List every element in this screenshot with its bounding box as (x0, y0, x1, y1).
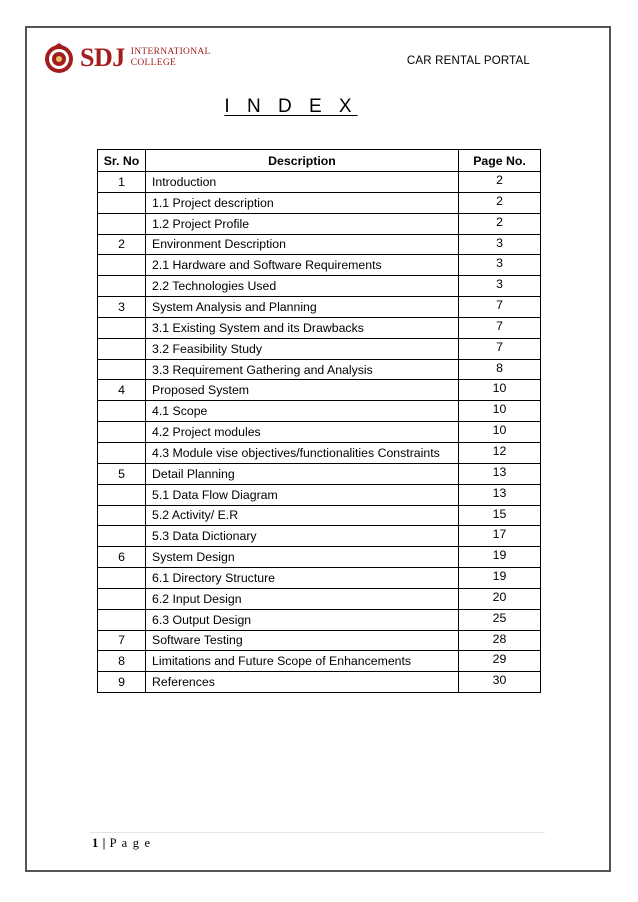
row-description: Limitations and Future Scope of Enhancements (146, 651, 459, 672)
row-page-no: 7 (459, 317, 541, 338)
table-row (98, 359, 541, 380)
table-row (98, 192, 541, 213)
row-sr-no: 6 (98, 547, 146, 568)
college-logo (42, 40, 211, 76)
row-description: 1.1 Project description (146, 192, 459, 213)
row-sr-no: 3 (98, 297, 146, 318)
row-description: 2.2 Technologies Used (146, 276, 459, 297)
row-page-no: 20 (459, 588, 541, 609)
row-sr-no (98, 192, 146, 213)
row-page-no: 28 (459, 630, 541, 651)
row-description: 3.3 Requirement Gathering and Analysis (146, 359, 459, 380)
row-page-no: 3 (459, 234, 541, 255)
table-row (98, 630, 541, 651)
row-description: Introduction (146, 172, 459, 193)
row-description: 6.3 Output Design (146, 609, 459, 630)
row-page-no: 13 (459, 484, 541, 505)
row-page-no: 12 (459, 442, 541, 463)
row-page-no: 29 (459, 651, 541, 672)
row-sr-no (98, 588, 146, 609)
row-sr-no: 8 (98, 651, 146, 672)
row-sr-no (98, 609, 146, 630)
row-page-no: 19 (459, 547, 541, 568)
row-sr-no (98, 359, 146, 380)
table-row (98, 568, 541, 589)
row-page-no: 30 (459, 672, 541, 693)
row-sr-no (98, 276, 146, 297)
table-row (98, 234, 541, 255)
index-title: I N D E X (224, 96, 358, 117)
table-row (98, 255, 541, 276)
row-sr-no (98, 505, 146, 526)
row-page-no: 2 (459, 172, 541, 193)
row-sr-no: 5 (98, 463, 146, 484)
table-row (98, 422, 541, 443)
logo-line-2: COLLEGE (130, 58, 177, 68)
row-description: 4.1 Scope (146, 401, 459, 422)
table-row (98, 297, 541, 318)
table-row (98, 463, 541, 484)
table-row (98, 213, 541, 234)
table-row (98, 380, 541, 401)
row-page-no: 7 (459, 338, 541, 359)
row-sr-no (98, 442, 146, 463)
header-description: Description (146, 150, 459, 172)
table-row (98, 609, 541, 630)
row-page-no: 19 (459, 568, 541, 589)
row-page-no: 10 (459, 401, 541, 422)
row-description: 6.2 Input Design (146, 588, 459, 609)
row-description: Proposed System (146, 380, 459, 401)
row-description: 2.1 Hardware and Software Requirements (146, 255, 459, 276)
row-description: 5.3 Data Dictionary (146, 526, 459, 547)
logo-mark: SDJ (80, 43, 125, 72)
row-sr-no: 7 (98, 630, 146, 651)
row-sr-no (98, 484, 146, 505)
row-description: System Design (146, 547, 459, 568)
page-footer (92, 836, 151, 851)
row-sr-no (98, 255, 146, 276)
table-row (98, 651, 541, 672)
logo-line-1: INTERNATIONAL (130, 47, 211, 57)
row-description: 4.3 Module vise objectives/functionalities Constraints (146, 442, 459, 463)
row-description: References (146, 672, 459, 693)
table-row (98, 547, 541, 568)
row-page-no: 17 (459, 526, 541, 547)
row-sr-no: 2 (98, 234, 146, 255)
row-page-no: 8 (459, 359, 541, 380)
table-row (98, 338, 541, 359)
row-page-no: 3 (459, 255, 541, 276)
row-sr-no (98, 526, 146, 547)
college-seal-icon (42, 41, 76, 75)
row-description: Environment Description (146, 234, 459, 255)
table-row (98, 442, 541, 463)
row-page-no: 7 (459, 297, 541, 318)
row-description: 6.1 Directory Structure (146, 568, 459, 589)
table-row (98, 526, 541, 547)
row-page-no: 10 (459, 380, 541, 401)
row-description: Software Testing (146, 630, 459, 651)
row-page-no: 10 (459, 422, 541, 443)
row-page-no: 3 (459, 276, 541, 297)
row-sr-no (98, 213, 146, 234)
row-description: 4.2 Project modules (146, 422, 459, 443)
row-description: 5.2 Activity/ E.R (146, 505, 459, 526)
footer-divider (90, 832, 545, 833)
row-description: System Analysis and Planning (146, 297, 459, 318)
header-page-no: Page No. (459, 150, 541, 172)
row-sr-no (98, 401, 146, 422)
table-row (98, 276, 541, 297)
table-header-row (98, 150, 541, 172)
index-table-body (98, 172, 541, 693)
index-table (97, 149, 541, 693)
table-row (98, 672, 541, 693)
row-description: 1.2 Project Profile (146, 213, 459, 234)
table-row (98, 401, 541, 422)
table-row (98, 317, 541, 338)
header-title: CAR RENTAL PORTAL (406, 55, 530, 67)
row-sr-no (98, 568, 146, 589)
row-page-no: 15 (459, 505, 541, 526)
row-sr-no: 9 (98, 672, 146, 693)
table-row (98, 484, 541, 505)
row-description: Detail Planning (146, 463, 459, 484)
row-page-no: 2 (459, 192, 541, 213)
logo-subtitle (131, 47, 211, 69)
row-sr-no (98, 317, 146, 338)
row-sr-no (98, 422, 146, 443)
page-number: 1 (92, 836, 99, 850)
header-sr-no: Sr. No (98, 150, 146, 172)
table-row (98, 505, 541, 526)
row-description: 3.1 Existing System and its Drawbacks (146, 317, 459, 338)
table-row (98, 588, 541, 609)
footer-separator: | (102, 836, 106, 850)
row-page-no: 25 (459, 609, 541, 630)
row-description: 5.1 Data Flow Diagram (146, 484, 459, 505)
row-sr-no: 1 (98, 172, 146, 193)
table-row (98, 172, 541, 193)
row-description: 3.2 Feasibility Study (146, 338, 459, 359)
row-sr-no: 4 (98, 380, 146, 401)
row-sr-no (98, 338, 146, 359)
row-page-no: 2 (459, 213, 541, 234)
page-label: P a g e (109, 836, 152, 850)
row-page-no: 13 (459, 463, 541, 484)
